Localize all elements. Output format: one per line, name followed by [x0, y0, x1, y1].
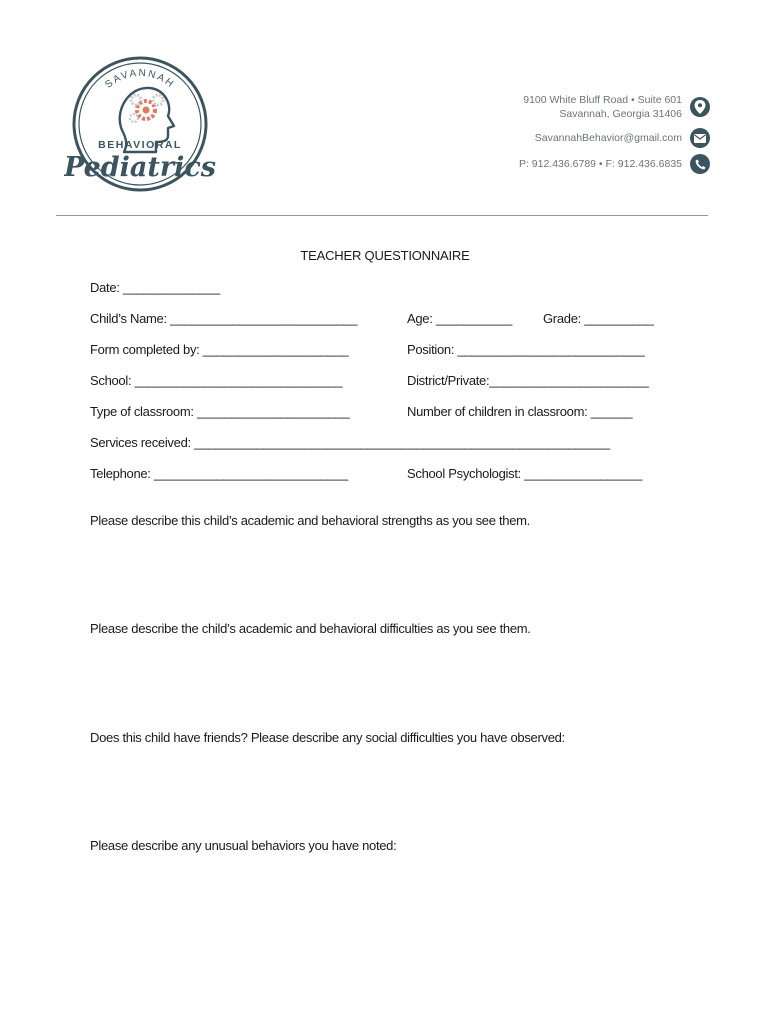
question-social: Does this child have friends? Please describe any social difficulties you have observed: — [90, 730, 565, 745]
email-address[interactable]: SavannahBehavior@gmail.com — [534, 132, 682, 144]
school-psychologist-field[interactable]: School Psychologist: _________________ — [407, 466, 643, 481]
type-of-classroom-field[interactable]: Type of classroom: ______________________ — [90, 404, 350, 419]
logo-middle-text: BEHAVIORAL — [98, 139, 182, 151]
question-difficulties: Please describe the child’s academic and behavioral difficulties as you see them. — [90, 621, 531, 636]
question-unusual-behaviors: Please describe any unusual behaviors you have noted: — [90, 838, 397, 853]
logo-script-text: Pediatrics — [64, 152, 216, 183]
header-divider — [56, 215, 708, 216]
services-received-field[interactable]: Services received: ____________________________________________________________ — [90, 435, 610, 450]
svg-text:SAVANNAH — [103, 68, 176, 91]
district-private-field[interactable]: District/Private:_______________________ — [407, 373, 649, 388]
phone-row — [410, 154, 710, 174]
form-title: TEACHER QUESTIONNAIRE — [300, 248, 470, 263]
telephone-field[interactable]: Telephone: ____________________________ — [90, 466, 348, 481]
practice-logo — [64, 52, 216, 200]
location-pin-icon — [690, 97, 710, 117]
email-row — [410, 128, 710, 148]
position-field[interactable]: Position: ___________________________ — [407, 342, 645, 357]
phone-fax: P: 912.436.6789 • F: 912.436.6835 — [518, 158, 682, 170]
childs-name-field[interactable]: Child’s Name: ___________________________ — [90, 311, 358, 326]
contact-info — [410, 92, 710, 180]
form-completed-by-field[interactable]: Form completed by: _____________________ — [90, 342, 349, 357]
logo-emblem-icon — [64, 52, 216, 200]
logo-top-text: SAVANNAH — [103, 67, 177, 91]
email-icon — [690, 128, 710, 148]
question-strengths: Please describe this child’s academic and behavioral strengths as you see them. — [90, 513, 530, 528]
date-field[interactable]: Date: ______________ — [90, 280, 220, 295]
address-line-2: Savannah, Georgia 31406 — [559, 108, 682, 120]
address-row — [410, 92, 710, 122]
age-field[interactable]: Age: ___________ — [407, 311, 513, 326]
phone-icon — [690, 154, 710, 174]
school-field[interactable]: School: ______________________________ — [90, 373, 343, 388]
number-of-children-field[interactable]: Number of children in classroom: ______ — [407, 404, 633, 419]
grade-field[interactable]: Grade: __________ — [543, 311, 654, 326]
address-line-1: 9100 White Bluff Road • Suite 601 — [523, 94, 682, 106]
